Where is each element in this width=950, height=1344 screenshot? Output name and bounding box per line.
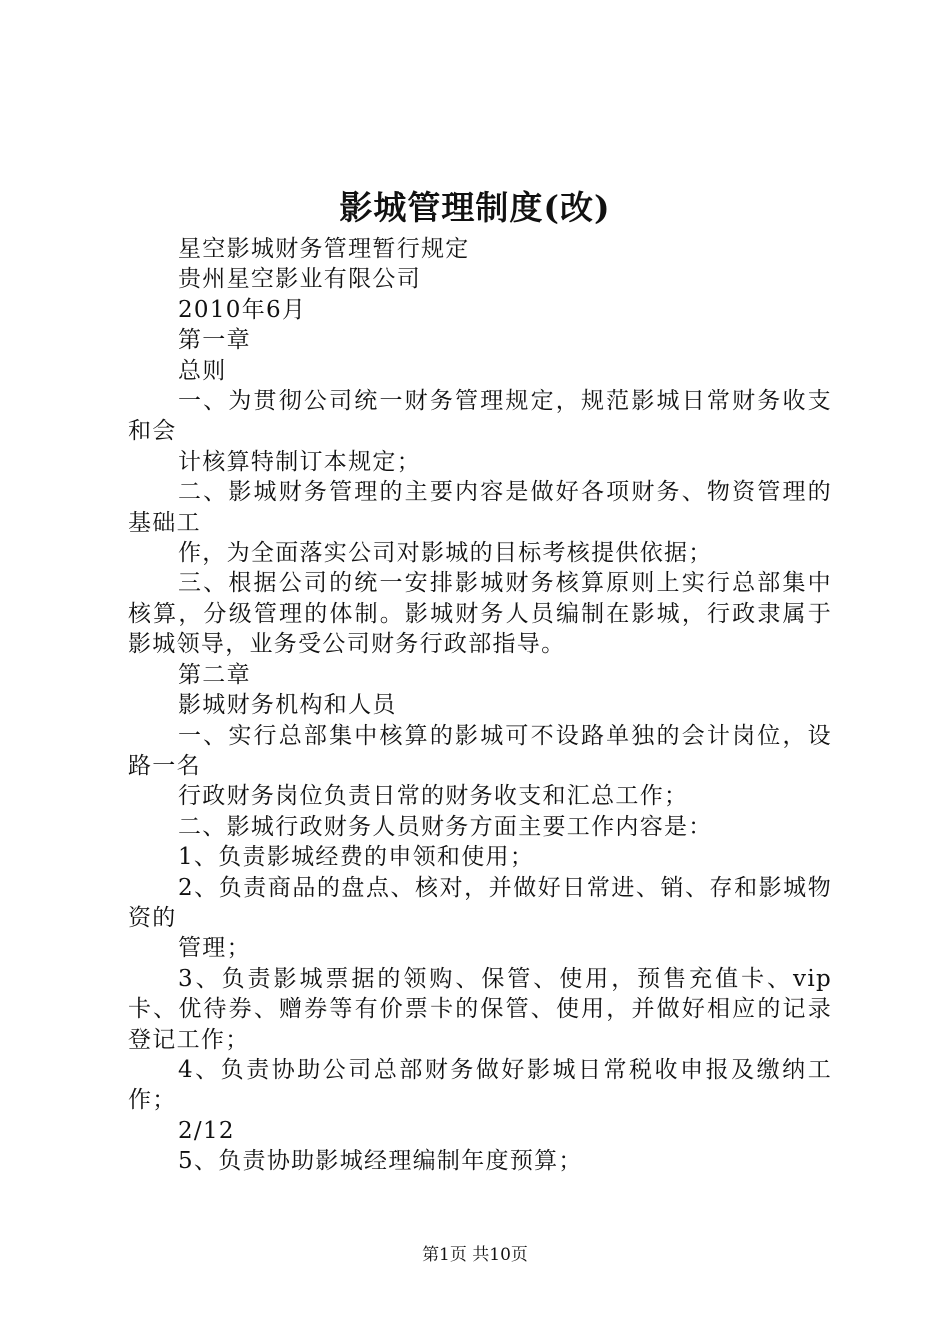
paragraph: 管理； [178, 935, 251, 962]
paragraph: 一、实行总部集中核算的影城可不设路单独的会计岗位，设路一名 [128, 722, 832, 779]
paragraph: 3、负责影城票据的领购、保管、使用，预售充值卡、vip卡、优待券、赠券等有价票卡的保管、使用，并做好相应的记录登记工作； [128, 965, 832, 1053]
paragraph: 5、负责协助影城经理编制年度预算； [178, 1148, 583, 1175]
paragraph: 影城财务机构和人员 [178, 692, 397, 719]
paragraph: 第二章 [178, 661, 251, 688]
page-footer: 第1页 共10页 [422, 1245, 528, 1265]
paragraph: 贵州星空影业有限公司 [178, 266, 421, 293]
paragraph: 4、负责协助公司总部财务做好影城日常税收申报及缴纳工作； [128, 1056, 832, 1114]
paragraph: 作，为全面落实公司对影城的目标考核提供依据； [178, 540, 713, 567]
paragraph: 二、影城行政财务人员财务方面主要工作内容是： [178, 813, 713, 840]
paragraph: 星空影城财务管理暂行规定 [178, 236, 470, 262]
paragraph: 计核算特制订本规定； [178, 448, 421, 475]
document-body [128, 234, 832, 1177]
page-marker: 2/12 [178, 1117, 235, 1144]
paragraph: 1、负责影城经费的申领和使用； [178, 844, 535, 871]
paragraph: 总则 [178, 357, 227, 384]
paragraph: 一、为贯彻公司统一财务管理规定，规范影城日常财务收支和会 [128, 388, 832, 445]
paragraph: 第一章 [178, 327, 251, 354]
paragraph: 2、负责商品的盘点、核对，并做好日常进、销、存和影城物资的 [128, 874, 832, 931]
paragraph: 2010年6月 [178, 296, 307, 323]
paragraph: 三、根据公司的统一安排影城财务核算原则上实行总部集中核算，分级管理的体制。影城财务人员编制在影城，行政隶属于影城领导，业务受公司财务行政部指导。 [128, 570, 832, 658]
document-title: 影城管理制度(改) [339, 188, 611, 227]
paragraph: 行政财务岗位负责日常的财务收支和汇总工作； [178, 783, 689, 810]
paragraph: 二、影城财务管理的主要内容是做好各项财务、物资管理的基础工 [128, 479, 832, 536]
